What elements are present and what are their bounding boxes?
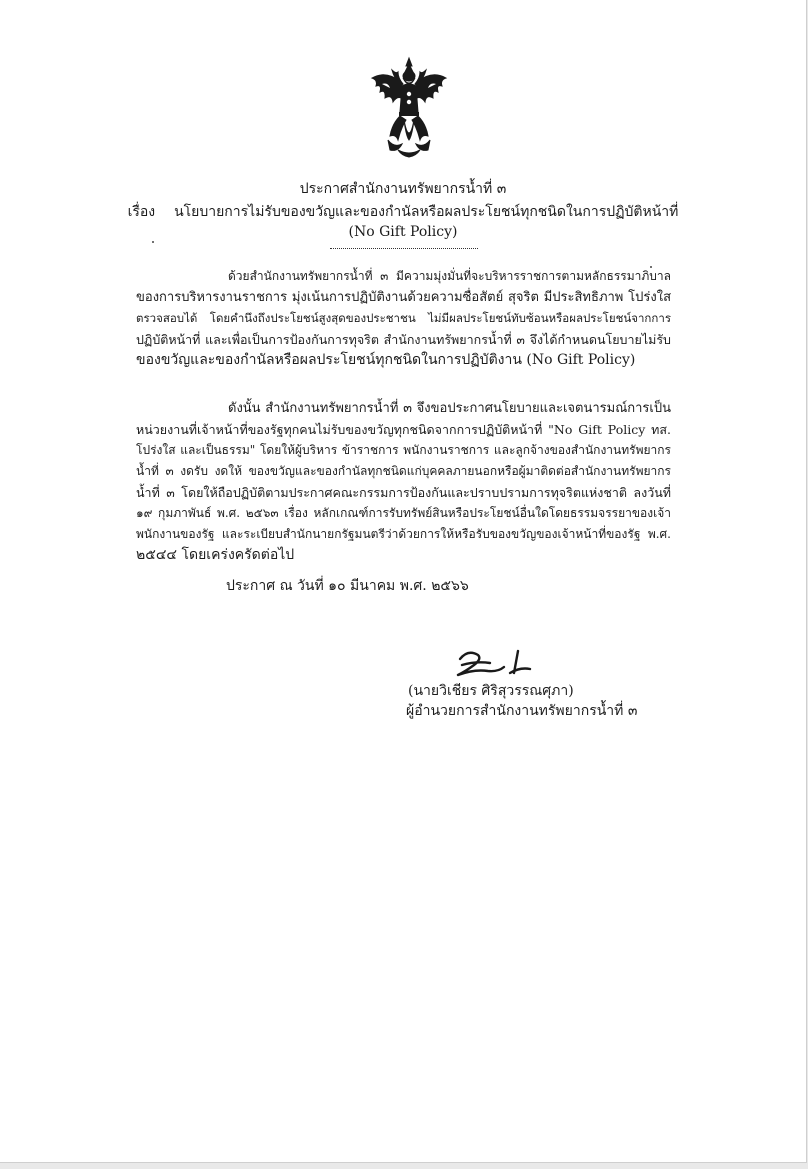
- subject-english: (No Gift Policy): [348, 224, 458, 240]
- paragraph-2-line: ๑๙ กุมภาพันธ์ พ.ศ. ๒๕๖๓ เรื่อง หลักเกณฑ์การรับทรัพย์สินหรือประโยชน์อื่นใดโดยธรรมจรรยาของเจ้า: [136, 506, 671, 520]
- paragraph-1-line: ของการบริหารงานราชการ มุ่งเน้นการปฏิบัติงานด้วยความซื่อสัตย์ สุจริต มีประสิทธิภาพ โปร่งใส: [136, 290, 671, 305]
- paragraph-1-line: ตรวจสอบได้ โดยคำนึงถึงประโยชน์สูงสุดของประชาชน ไม่มีผลประโยชน์ทับซ้อนหรือผลประโยชน์จากการ: [136, 311, 671, 325]
- paragraph-2-line: น้ำที่ ๓ งดรับ งดให้ ของขวัญและของกำนัลทุกชนิดแก่บุคคลภายนอกหรือผู้มาติดต่อสำนักงานทรัพยากร: [136, 464, 671, 478]
- garuda-emblem-icon: [368, 56, 450, 158]
- signatory-name: (นายวิเชียร ศิริสุวรรณศุภา): [408, 683, 574, 699]
- scan-speck: [650, 266, 652, 268]
- paragraph-2-line: ๒๕๔๔ โดยเคร่งครัดต่อไป: [136, 547, 295, 563]
- paragraph-1-line: ปฏิบัติหน้าที่ และเพื่อเป็นการป้องกันการทุจริต สำนักงานทรัพยากรน้ำที่ ๓ จึงได้กำหนดนโยบายไม่รับ: [136, 332, 671, 347]
- paragraph-2: [136, 398, 671, 566]
- paragraph-2-line: โปร่งใส และเป็นธรรม" โดยให้ผู้บริหาร ข้าราชการ พนักงานราชการ และลูกจ้างของสำนักงานทรัพยากร: [136, 443, 671, 457]
- signature-mark: [454, 645, 554, 681]
- subject-text: นโยบายการไม่รับของขวัญและของกำนัลหรือผลประโยชน์ทุกชนิดในการปฏิบัติหน้าที่: [174, 204, 679, 220]
- scan-speck: [152, 241, 154, 243]
- paragraph-1-line: ของขวัญและของกำนัลหรือผลประโยชน์ทุกชนิดในการปฏิบัติงาน (No Gift Policy): [136, 352, 636, 368]
- paragraph-1: [136, 266, 671, 371]
- subject-prefix: เรื่อง: [127, 204, 156, 220]
- signatory-position: ผู้อำนวยการสำนักงานทรัพยากรน้ำที่ ๓: [406, 703, 638, 719]
- paragraph-2-line: น้ำที่ ๓ โดยให้ถือปฏิบัติตามประกาศคณะกรรมการป้องกันและปราบปรามการทุจริตแห่งชาติ ลงวันที่: [136, 485, 671, 500]
- paragraph-2-line: หน่วยงานที่เจ้าหน้าที่ของรัฐทุกคนไม่รับของขวัญทุกชนิดจากการปฏิบัติหน้าที่ "No Gift Policy ทส.: [136, 422, 671, 437]
- paragraph-1-line: ด้วยสำนักงานทรัพยากรน้ำที่ ๓ มีความมุ่งมั่นที่จะบริหารราชการตามหลักธรรมาภิบาล: [228, 269, 671, 283]
- paragraph-2-line: พนักงานของรัฐ และระเบียบสำนักนายกรัฐมนตรีว่าด้วยการให้หรือรับของขวัญของเจ้าหน้าที่ของรัฐ พ.ศ.: [136, 527, 671, 541]
- announcement-date: ประกาศ ณ วันที่ ๑๐ มีนาคม พ.ศ. ๒๕๖๖: [226, 578, 469, 594]
- subject-line: [0, 201, 806, 223]
- announcement-title: ประกาศสำนักงานทรัพยากรน้ำที่ ๓: [299, 181, 507, 197]
- paragraph-2-line: ดังนั้น สำนักงานทรัพยากรน้ำที่ ๓ จึงขอประกาศนโยบายและเจตนารมณ์การเป็น: [228, 401, 671, 416]
- dotted-divider: [330, 248, 478, 249]
